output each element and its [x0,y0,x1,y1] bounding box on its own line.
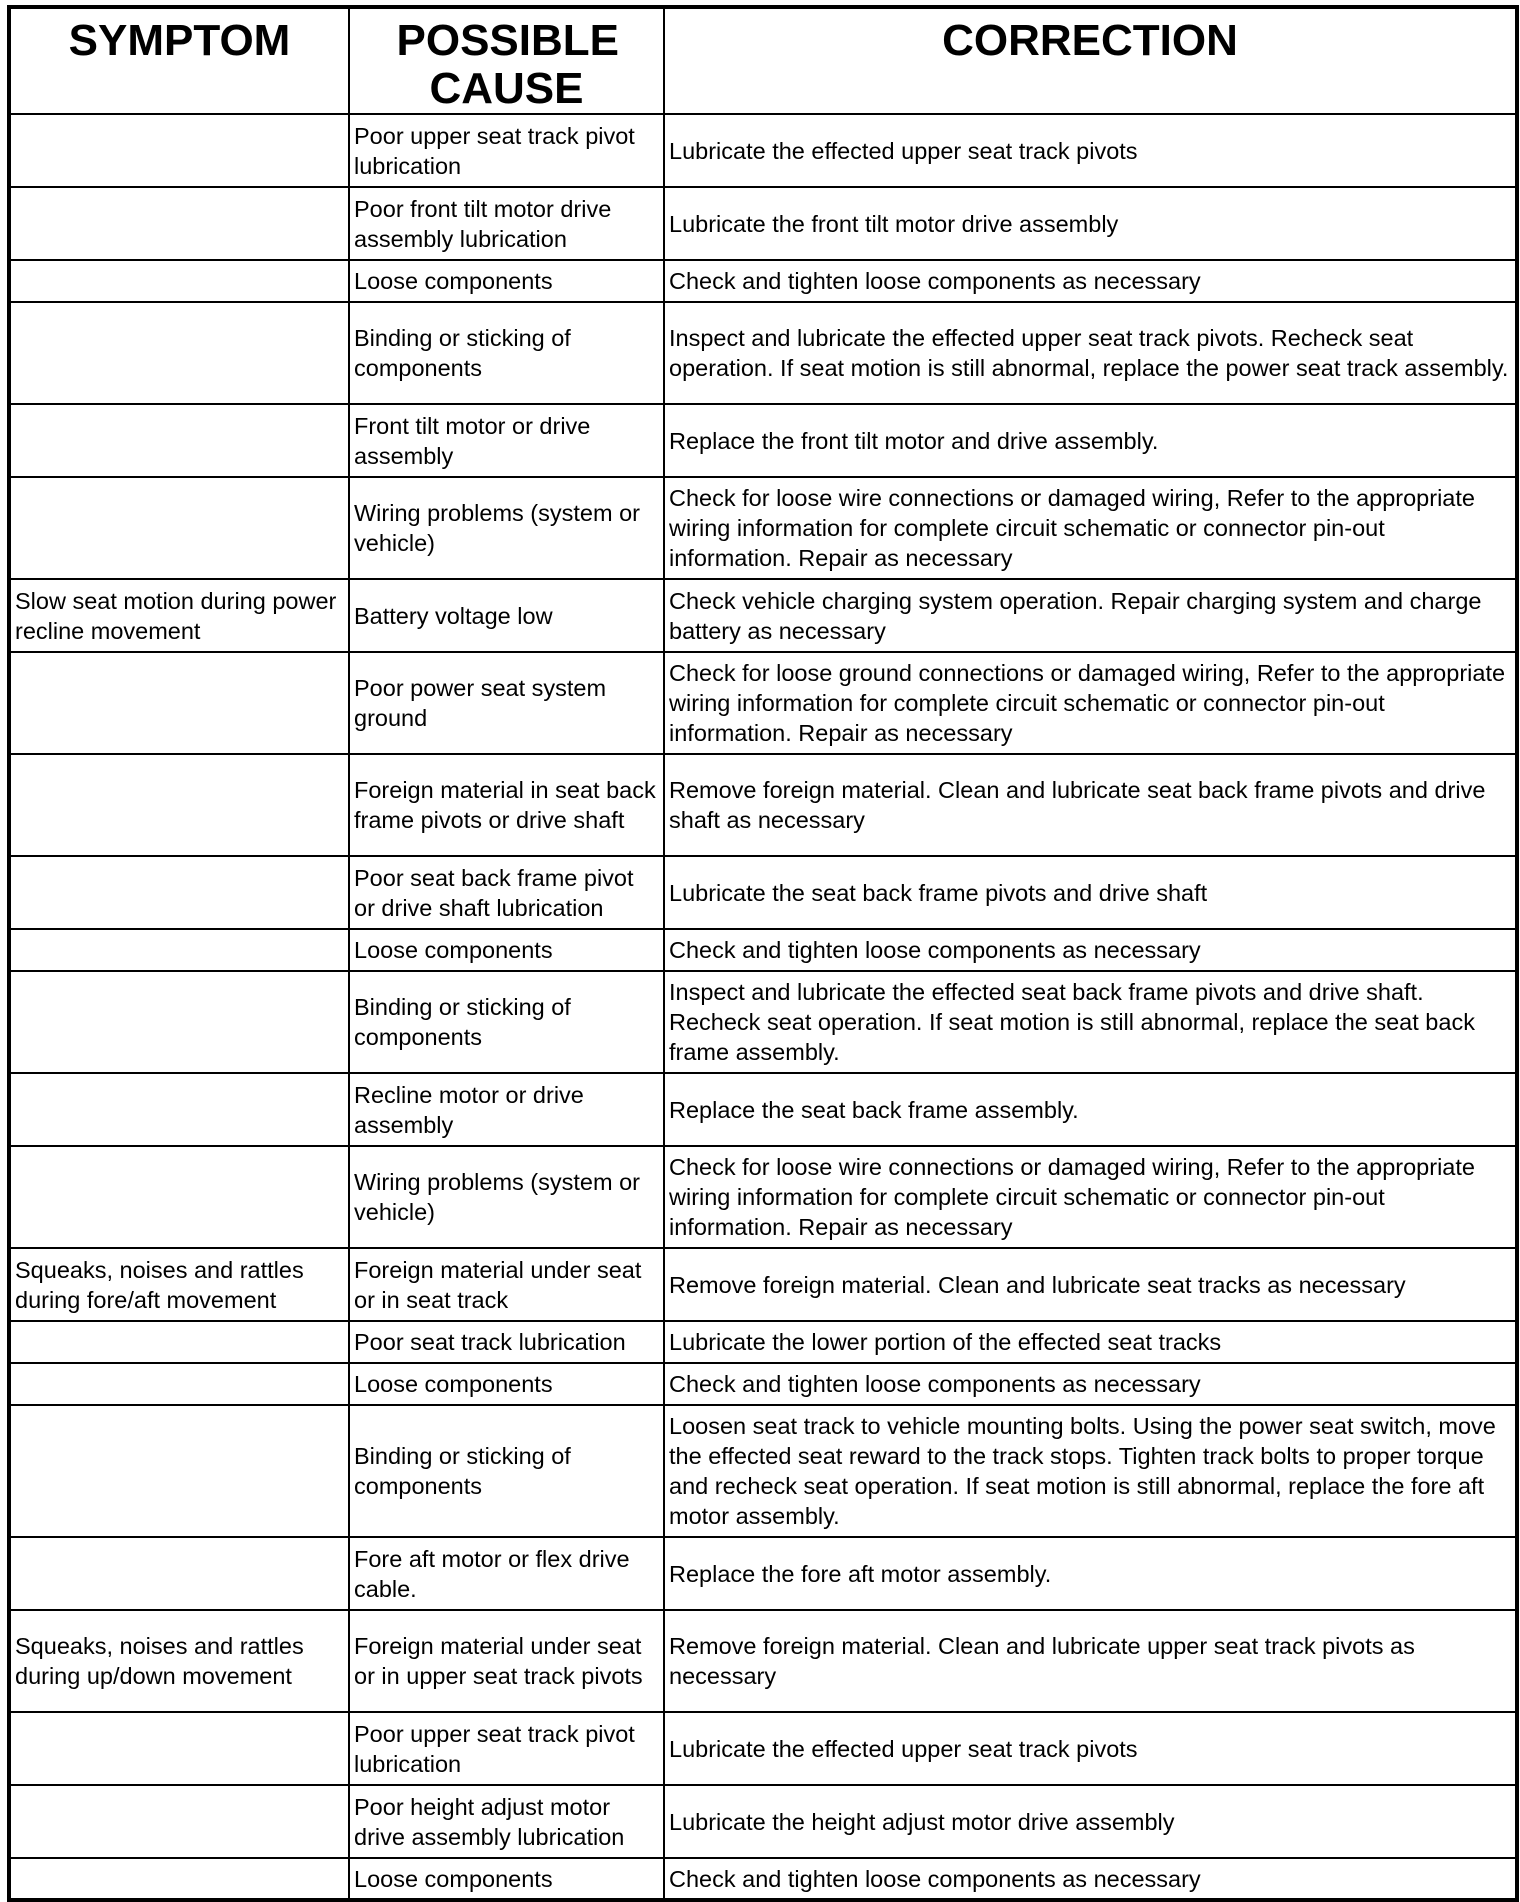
correction-cell: Lubricate the seat back frame pivots and drive shaft [664,856,1517,929]
table-row [9,971,1517,1073]
diagnosis-table [7,5,1519,1902]
cause-cell: Loose components [349,260,664,302]
symptom-cell [9,652,349,754]
correction-cell: Check and tighten loose components as necessary [664,1858,1517,1900]
cause-cell: Loose components [349,1363,664,1405]
correction-cell: Check and tighten loose components as necessary [664,260,1517,302]
table-row [9,1321,1517,1363]
cause-cell: Loose components [349,1858,664,1900]
table-row [9,302,1517,404]
cause-cell: Wiring problems (system or vehicle) [349,1146,664,1248]
correction-cell: Check for loose wire connections or damaged wiring, Refer to the appropriate wiring information for complete circuit schematic or connector pin-out information. Repair as necessary [664,477,1517,579]
troubleshooting-document [7,5,1515,1893]
cause-cell: Binding or sticking of components [349,1405,664,1537]
table-row [9,1146,1517,1248]
symptom-cell: Slow seat motion during power recline movement [9,579,349,652]
symptom-cell: Squeaks, noises and rattles during fore/aft movement [9,1248,349,1321]
table-body [9,114,1517,1900]
cause-cell: Binding or sticking of components [349,971,664,1073]
symptom-cell [9,1785,349,1858]
correction-cell: Replace the seat back frame assembly. [664,1073,1517,1146]
correction-cell: Lubricate the effected upper seat track pivots [664,114,1517,187]
correction-cell: Check and tighten loose components as necessary [664,1363,1517,1405]
symptom-cell [9,302,349,404]
cause-cell: Wiring problems (system or vehicle) [349,477,664,579]
table-row [9,114,1517,187]
table-row [9,1712,1517,1785]
cause-cell: Recline motor or drive assembly [349,1073,664,1146]
table-row [9,477,1517,579]
symptom-cell [9,1321,349,1363]
cause-cell: Poor seat track lubrication [349,1321,664,1363]
cause-cell: Poor upper seat track pivot lubrication [349,114,664,187]
correction-cell: Replace the front tilt motor and drive assembly. [664,404,1517,477]
cause-cell: Foreign material under seat or in seat track [349,1248,664,1321]
table-row [9,652,1517,754]
table-row [9,1610,1517,1712]
symptom-cell [9,1146,349,1248]
table-row [9,579,1517,652]
symptom-cell [9,1405,349,1537]
correction-cell: Check for loose wire connections or damaged wiring, Refer to the appropriate wiring information for complete circuit schematic or connector pin-out information. Repair as necessary [664,1146,1517,1248]
table-row [9,1363,1517,1405]
cause-cell: Foreign material in seat back frame pivots or drive shaft [349,754,664,856]
symptom-cell [9,187,349,260]
correction-cell: Lubricate the effected upper seat track pivots [664,1712,1517,1785]
cause-cell: Binding or sticking of components [349,302,664,404]
correction-cell: Lubricate the front tilt motor drive assembly [664,187,1517,260]
table-row [9,187,1517,260]
cause-cell: Poor seat back frame pivot or drive shaft lubrication [349,856,664,929]
correction-cell: Inspect and lubricate the effected upper seat track pivots. Recheck seat operation. If seat motion is still abnormal, replace the power seat track assembly. [664,302,1517,404]
header-possible-cause-text: POSSIBLE CAUSE [396,16,619,113]
table-row [9,1405,1517,1537]
correction-cell: Remove foreign material. Clean and lubricate upper seat track pivots as necessary [664,1610,1517,1712]
header-correction: CORRECTION [664,7,1517,114]
correction-cell: Check and tighten loose components as necessary [664,929,1517,971]
table-row [9,260,1517,302]
correction-cell: Check vehicle charging system operation. Repair charging system and charge battery as necessary [664,579,1517,652]
symptom-cell [9,477,349,579]
table-row [9,1785,1517,1858]
table-row [9,1537,1517,1610]
cause-cell: Foreign material under seat or in upper seat track pivots [349,1610,664,1712]
table-row [9,929,1517,971]
symptom-cell [9,1363,349,1405]
cause-cell: Poor height adjust motor drive assembly lubrication [349,1785,664,1858]
symptom-cell [9,971,349,1073]
table-row [9,404,1517,477]
correction-cell: Loosen seat track to vehicle mounting bolts. Using the power seat switch, move the effected seat reward to the track stops. Tighten track bolts to proper torque and recheck seat operation. If seat motion is still abnormal, replace the fore aft motor assembly. [664,1405,1517,1537]
table-row [9,1858,1517,1900]
correction-cell: Remove foreign material. Clean and lubricate seat back frame pivots and drive shaft as necessary [664,754,1517,856]
table-row [9,1073,1517,1146]
table-row [9,856,1517,929]
correction-cell: Remove foreign material. Clean and lubricate seat tracks as necessary [664,1248,1517,1321]
symptom-cell [9,1858,349,1900]
correction-cell: Lubricate the height adjust motor drive assembly [664,1785,1517,1858]
symptom-cell [9,1537,349,1610]
cause-cell: Fore aft motor or flex drive cable. [349,1537,664,1610]
cause-cell: Front tilt motor or drive assembly [349,404,664,477]
cause-cell: Battery voltage low [349,579,664,652]
cause-cell: Poor power seat system ground [349,652,664,754]
symptom-cell [9,856,349,929]
correction-cell: Replace the fore aft motor assembly. [664,1537,1517,1610]
cause-cell: Poor front tilt motor drive assembly lubrication [349,187,664,260]
symptom-cell [9,1073,349,1146]
symptom-cell [9,114,349,187]
header-row [9,7,1517,114]
cause-cell: Poor upper seat track pivot lubrication [349,1712,664,1785]
symptom-cell [9,404,349,477]
symptom-cell [9,929,349,971]
correction-cell: Inspect and lubricate the effected seat back frame pivots and drive shaft. Recheck seat operation. If seat motion is still abnormal, replace the seat back frame assembly. [664,971,1517,1073]
correction-cell: Check for loose ground connections or damaged wiring, Refer to the appropriate wiring information for complete circuit schematic or connector pin-out information. Repair as necessary [664,652,1517,754]
symptom-cell [9,260,349,302]
table-row [9,754,1517,856]
symptom-cell [9,1712,349,1785]
header-symptom: SYMPTOM [9,7,349,114]
symptom-cell: Squeaks, noises and rattles during up/down movement [9,1610,349,1712]
header-possible-cause [349,7,664,114]
table-row [9,1248,1517,1321]
symptom-cell [9,754,349,856]
correction-cell: Lubricate the lower portion of the effected seat tracks [664,1321,1517,1363]
cause-cell: Loose components [349,929,664,971]
